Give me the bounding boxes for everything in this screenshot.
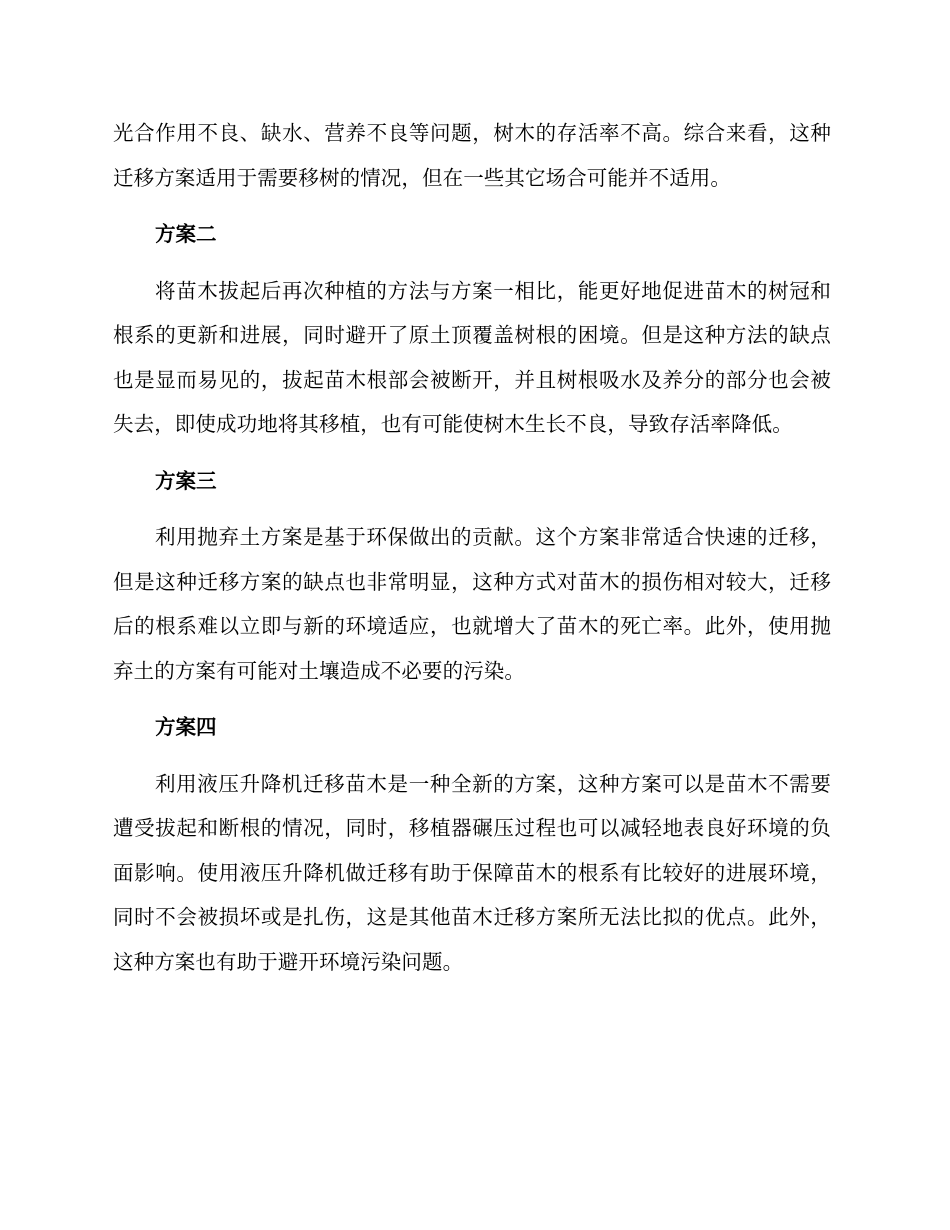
section-heading-plan-2: 方案二 [155,222,217,246]
section-body-plan-2: 将苗木拔起后再次种植的方法与方案一相比，能更好地促进苗木的树冠和根系的更新和进展，同时避开了原土顶覆盖树根的困境。但是这种方法的缺点也是显而易见的，拔起苗木根部会被断开，并且树根吸水及养分的部分也会被失去，即使成功地将其移植，也有可能使树木生长不良，导致存活率降低。 [113,278,831,436]
intro-paragraph: 光合作用不良、缺水、营养不良等问题，树木的存活率不高。综合来看，这种迁移方案适用于需要移树的情况，但在一些其它场合可能并不适用。 [113,121,831,190]
section-body-plan-4: 利用液压升降机迁移苗木是一种全新的方案，这种方案可以是苗木不需要遭受拔起和断根的情况，同时，移植器碾压过程也可以减轻地表良好环境的负面影响。使用液压升降机做迁移有助于保障苗木的根系有比较好的进展环境，同时不会被损坏或是扎伤，这是其他苗木迁移方案所无法比拟的优点。此外，这种方案也有助于避开环境污染问题。 [113,771,831,974]
section-heading-plan-4: 方案四 [155,715,217,739]
document-body [113,111,831,984]
section-heading-plan-3: 方案三 [155,468,217,493]
section-body-plan-3: 利用抛弃土方案是基于环保做出的贡献。这个方案非常适合快速的迁移，但是这种迁移方案的缺点也非常明显，这种方式对苗木的损伤相对较大，迁移后的根系难以立即与新的环境适应，也就增大了苗木的死亡率。此外，使用抛弃土的方案有可能对土壤造成不必要的污染。 [113,525,831,683]
